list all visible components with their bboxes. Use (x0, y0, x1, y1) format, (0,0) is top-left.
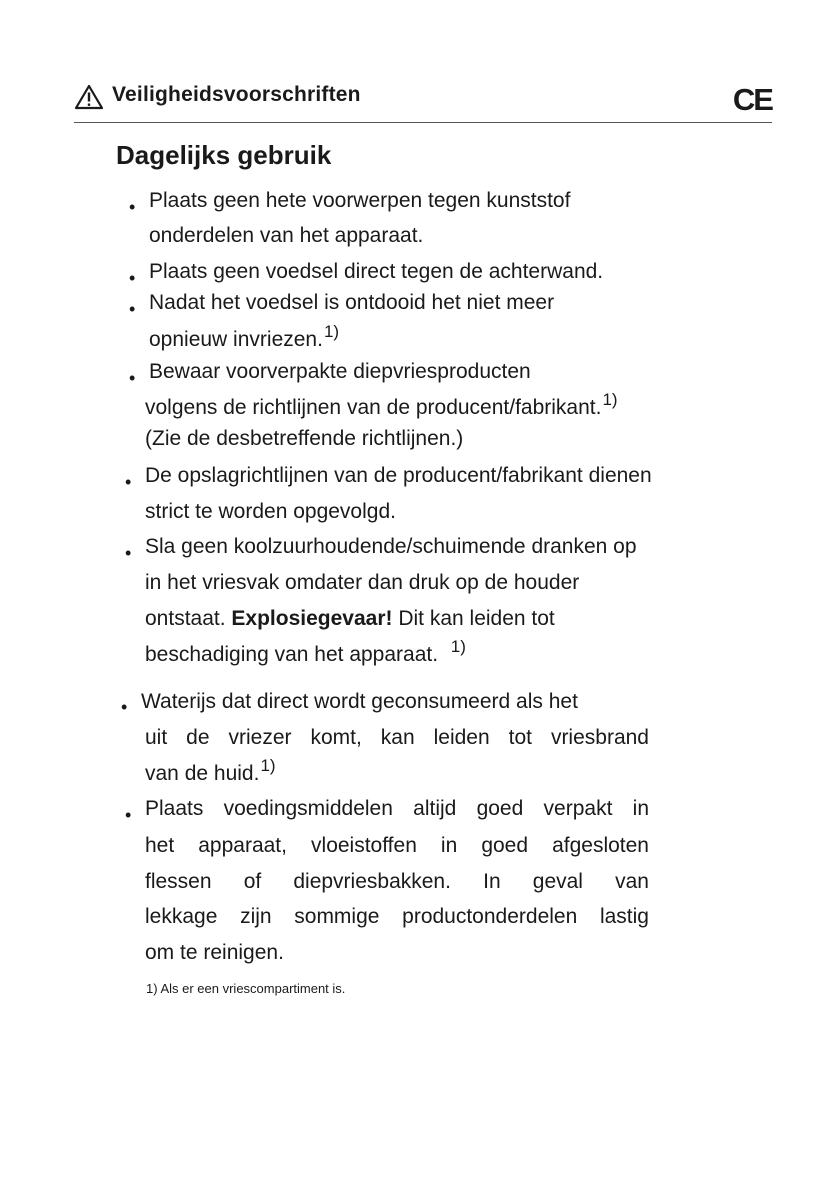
list-item-line: onderdelen van het apparaat. (149, 224, 424, 247)
bullet: • (125, 805, 132, 825)
list-item-text: volgens de richtlijnen van de producent/fabrikant. (145, 396, 602, 419)
footnote: 1) Als er een vriescompartiment is. (146, 981, 346, 996)
footnote-ref: 1) (602, 390, 618, 409)
list-item-line (145, 756, 276, 791)
list-item-line: Bewaar voorverpakte diepvriesproducten (149, 360, 531, 383)
list-item-line: Sla geen koolzuurhoudende/schuimende dranken op (145, 535, 637, 558)
list-item-line (149, 322, 339, 357)
header-divider (74, 122, 772, 123)
list-item-text: ontstaat. (145, 607, 226, 630)
list-item-line: Nadat het voedsel is ontdooid het niet meer (149, 291, 555, 314)
bullet: • (125, 472, 132, 492)
list-item-text: beschadiging van het apparaat. (145, 643, 439, 666)
list-item-line: het apparaat, vloeistoffen in goed afgesloten (145, 834, 649, 857)
bullet: • (129, 368, 136, 388)
list-item-line: flessen of diepvriesbakken. In geval van (145, 870, 649, 893)
list-item-text: opnieuw invriezen. (149, 328, 323, 351)
page-header (74, 80, 772, 120)
list-item-line: Plaats geen voedsel direct tegen de achterwand. (149, 260, 604, 283)
list-item-line (145, 601, 555, 636)
warning-triangle-icon (74, 84, 104, 110)
footnote-ref: 1) (323, 322, 340, 341)
bullet: • (125, 543, 132, 563)
list-item-line (145, 637, 466, 672)
list-item-line: Plaats geen hete voorwerpen tegen kunststof (149, 189, 571, 212)
bullet: • (129, 268, 136, 288)
list-item-line: uit de vriezer komt, kan leiden tot vriesbrand (145, 726, 649, 749)
explosion-warning: Explosiegevaar! (231, 607, 393, 630)
list-item-text: van de huid. (145, 762, 260, 785)
list-item-text: Dit kan leiden tot (398, 607, 555, 630)
list-item-line (145, 390, 618, 425)
list-item-line: in het vriesvak omdater dan druk op de houder (145, 571, 580, 594)
header-title: Veiligheidsvoorschriften (112, 83, 361, 106)
bullet: • (121, 697, 128, 717)
list-item-line: Plaats voedingsmiddelen altijd goed verpakt in (145, 797, 649, 820)
footnote-ref: 1) (450, 637, 466, 656)
section-title: Dagelijks gebruik (116, 140, 332, 170)
list-item-line: De opslagrichtlijnen van de producent/fabrikant dienen (145, 464, 652, 487)
ce-mark: CE (732, 82, 772, 117)
list-item-line: om te reinigen. (145, 941, 284, 964)
footnote-ref: 1) (260, 756, 276, 775)
list-item-line: lekkage zijn sommige productonderdelen lastig (145, 905, 649, 928)
bullet: • (129, 299, 136, 319)
list-item-line: strict te worden opgevolgd. (145, 500, 396, 523)
bullet: • (129, 197, 136, 217)
list-item-line: (Zie de desbetreffende richtlijnen.) (145, 427, 464, 450)
list-item-line: Waterijs dat direct wordt geconsumeerd als het (141, 690, 578, 713)
